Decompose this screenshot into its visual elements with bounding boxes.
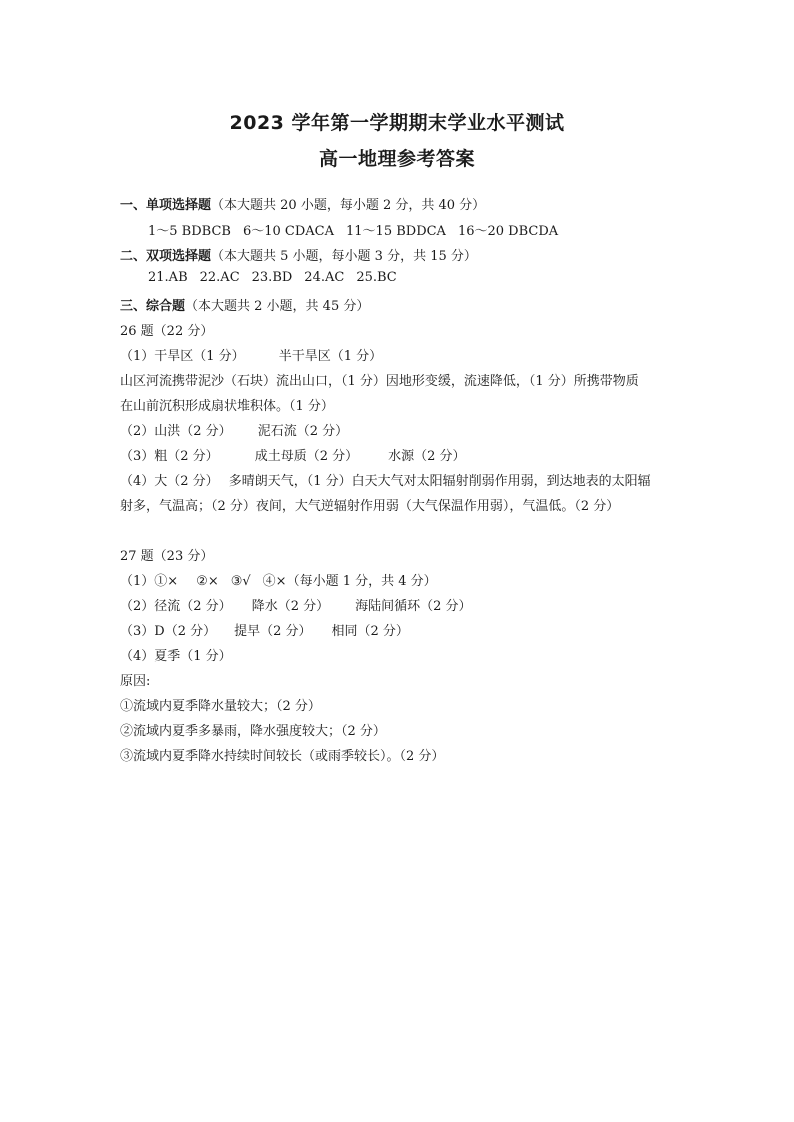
answer-item: 23.BD xyxy=(251,270,293,285)
q26-part2-b: 泥石流（2 分） xyxy=(257,424,349,439)
section-2-heading xyxy=(120,245,477,264)
section-1-answers xyxy=(148,220,558,239)
answer-item: 22.AC xyxy=(199,270,240,285)
q26-line8: 射多，气温高；（2 分）夜间，大气逆辐射作用弱（大气保温作用弱），气温低。（2 分） xyxy=(120,499,620,514)
q26-title: 26 题（22 分） xyxy=(120,324,214,339)
q27-title: 27 题（23 分） xyxy=(120,549,214,564)
q26-line2: 山区河流携带泥沙（石块）流出山口，（1 分）因地形变缓，流速降低，（1 分）所携带物质 xyxy=(120,374,639,389)
q26-part4 xyxy=(120,470,651,489)
answer-group: 6～10 CDACA xyxy=(242,224,334,239)
q27-part3-b: 提早（2 分） xyxy=(234,624,312,639)
q27-reason-label: 原因: xyxy=(120,674,151,689)
q26-part4-a: （4）大（2 分） xyxy=(120,474,219,489)
q27-part1-d: ④×（每小题 1 分，共 4 分） xyxy=(262,574,437,589)
q27-reason-2: ②流域内夏季多暴雨，降水强度较大；（2 分） xyxy=(120,724,386,739)
answer-group: 16～20 DBCDA xyxy=(457,224,559,239)
section-1-note: （本大题共 20 小题，每小题 2 分，共 40 分） xyxy=(211,198,486,213)
q26-part3 xyxy=(120,445,466,464)
q26-part3-c: 水源（2 分） xyxy=(388,449,466,464)
section-2-answers xyxy=(148,270,397,285)
q26-part1-a: （1）干旱区（1 分） xyxy=(120,349,245,364)
document-title: 2023 学年第一学期期末学业水平测试 xyxy=(229,112,565,134)
section-3-note: （本大题共 2 小题，共 45 分） xyxy=(185,299,370,314)
answer-group: 1～5 BDBCB xyxy=(148,224,231,239)
q26-part2 xyxy=(120,420,348,439)
section-2-title: 二、双项选择题 xyxy=(120,249,212,264)
q27-part2-a: （2）径流（2 分） xyxy=(120,599,232,614)
q27-part3 xyxy=(120,620,409,639)
q27-part1-a: （1）①× xyxy=(120,574,179,589)
document-subtitle: 高一地理参考答案 xyxy=(318,148,475,170)
section-3-heading xyxy=(120,295,369,314)
q26-part3-b: 成土母质（2 分） xyxy=(254,449,359,464)
q27-part3-a: （3）D（2 分） xyxy=(120,624,217,639)
q27-part2-c: 海陆间循环（2 分） xyxy=(355,599,472,614)
q26-part1-b: 半干旱区（1 分） xyxy=(278,349,383,364)
q26-part4-b: 多晴朗天气，（1 分）白天大气对太阳辐射削弱作用弱，到达地表的太阳辐 xyxy=(228,474,651,489)
answer-item: 25.BC xyxy=(356,270,397,285)
answer-item: 21.AB xyxy=(148,270,188,285)
q26-part1 xyxy=(120,345,382,364)
answer-item: 24.AC xyxy=(304,270,345,285)
q26-part2-a: （2）山洪（2 分） xyxy=(120,424,232,439)
q27-part2-b: 降水（2 分） xyxy=(251,599,330,614)
q27-part1-c: ③√ xyxy=(230,574,251,589)
q27-part3-c: 相同（2 分） xyxy=(331,624,409,639)
section-2-note: （本大题共 5 小题，每小题 3 分，共 15 分） xyxy=(211,249,477,264)
section-3-title: 三、综合题 xyxy=(120,299,186,314)
section-1-heading xyxy=(120,194,485,213)
q27-reason-3: ③流域内夏季降水持续时间较长（或雨季较长）。（2 分） xyxy=(120,749,445,764)
answer-group: 11～15 BDDCA xyxy=(346,224,446,239)
q26-line3: 在山前沉积形成扇状堆积体。（1 分） xyxy=(120,399,334,414)
q27-reason-1: ①流域内夏季降水量较大；（2 分） xyxy=(120,699,321,714)
q27-part1 xyxy=(120,570,437,589)
q27-part2 xyxy=(120,595,472,614)
q26-part3-a: （3）粗（2 分） xyxy=(120,449,219,464)
q27-part1-b: ②× xyxy=(196,574,219,589)
q27-part4: （4）夏季（1 分） xyxy=(120,649,232,664)
section-1-title: 一、单项选择题 xyxy=(120,198,212,213)
